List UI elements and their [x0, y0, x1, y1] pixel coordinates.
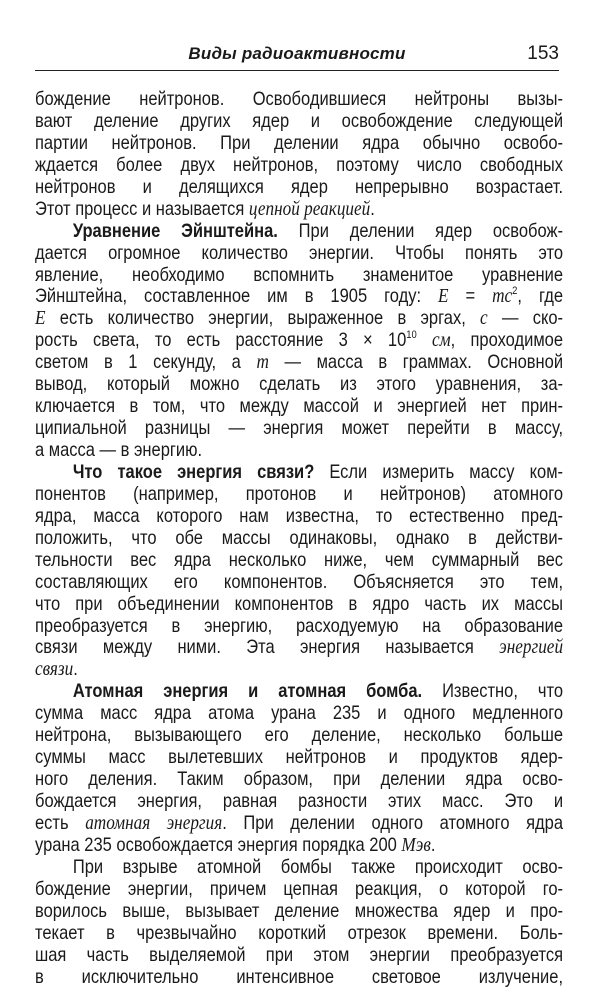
text-segment: ного деления. Таким образом, при делении ядра осво- [35, 769, 563, 790]
text-line [35, 506, 563, 528]
text-segment: Эйнштейна, составленное им в 1905 году: [35, 286, 438, 307]
text-segment: текает в чрезвычайно короткий отрезок времени. Боль- [35, 923, 563, 944]
text-line [35, 462, 563, 484]
text-segment: рость света, то есть расстояние 3 × 10 [35, 330, 406, 351]
text-line [35, 813, 563, 835]
header-rule [35, 70, 559, 71]
text-line [35, 484, 563, 506]
text-segment: суммы масс вылетевших нейтронов и продуктов ядер- [35, 747, 563, 768]
emphasis-text: атомная энергия [85, 812, 222, 834]
text-segment: Этот процесс и называется [35, 199, 249, 220]
text-segment: бождается энергия, равная разности этих масс. Это и [35, 791, 563, 812]
text-segment: нейтрона, вызывающего его деление, несколько больше [35, 725, 563, 746]
text-line [35, 637, 563, 659]
text-line [35, 111, 563, 133]
text-line [35, 528, 563, 550]
text-segment: . [431, 835, 436, 856]
text-segment: в исключительно интенсивное световое излучение, [35, 967, 563, 988]
text-segment: вают деление других ядер и освобождение следующей [35, 111, 563, 132]
text-line [35, 967, 563, 988]
section-heading: Что такое энергия связи? [73, 462, 314, 483]
running-title: Виды радиоактивности [35, 44, 559, 64]
text-line [35, 133, 563, 155]
text-segment: урана 235 освобождается энергия порядка 200 [35, 835, 401, 856]
text-line [35, 725, 563, 747]
text-segment: , проходимое [451, 330, 563, 351]
text-segment: ворилось выше, вызывает деление множества ядер и про- [35, 901, 563, 922]
emphasis-text: связи [35, 658, 73, 680]
text-segment: светом в 1 секунду, а [35, 352, 256, 373]
text-segment: . [370, 199, 375, 220]
running-head [35, 40, 559, 68]
text-line [35, 286, 563, 308]
section-heading: Атомная энергия и атомная бомба. [73, 681, 422, 702]
text-segment: что при объединении компонентов в ядро часть их массы [35, 594, 563, 615]
text-segment: . При делении одного атомного ядра [222, 813, 563, 834]
text-segment: ципиальной разницы — энергия может перейти в массу, [35, 418, 563, 439]
text-segment: ядра, масса которого нам известна, то естественно пред- [35, 506, 563, 527]
text-segment: связи между ними. Эта энергия называется [35, 637, 499, 658]
text-line [35, 374, 563, 396]
text-line [35, 659, 563, 681]
text-segment: — ско- [488, 308, 563, 329]
text-line [35, 308, 563, 330]
text-segment: положить, что обе массы одинаковы, однако в действи- [35, 528, 563, 549]
text-segment: понентов (например, протонов и нейтронов) атомного [35, 484, 563, 505]
emphasis-text: m [256, 351, 268, 373]
text-segment: есть количество энергии, выраженное в эргах, [46, 308, 481, 329]
text-segment: а масса — в энергию. [35, 440, 202, 461]
text-line [35, 923, 563, 945]
text-line [35, 703, 563, 725]
text-segment: При взрыве атомной бомбы также происходит осво- [73, 857, 563, 878]
emphasis-text: энергией [499, 636, 563, 658]
text-segment: дается огромное количество энергии. Чтобы понять это [35, 243, 563, 264]
text-line [35, 769, 563, 791]
text-line [35, 243, 563, 265]
emphasis-text: Мэв [401, 834, 430, 856]
body-text [35, 89, 489, 988]
text-line [35, 681, 563, 703]
text-line [35, 330, 563, 352]
text-segment: = [449, 286, 493, 307]
superscript: 2 [512, 285, 517, 297]
text-segment [417, 330, 432, 351]
section-heading: Уравнение Эйнштейна. [73, 221, 278, 242]
emphasis-text: цепной реакцией [249, 198, 370, 220]
superscript: 10 [406, 329, 417, 341]
emphasis-text: E [438, 285, 449, 307]
text-line [35, 177, 563, 199]
text-segment: бождение нейтронов. Освободившиеся нейтроны вызы- [35, 89, 563, 110]
text-segment: — масса в граммах. Основной [269, 352, 563, 373]
text-line [35, 396, 563, 418]
text-segment: шая часть выделяемой при этом энергии преобразуется [35, 945, 563, 966]
text-line [35, 594, 563, 616]
text-segment: ждается более двух нейтронов, поэтому число свободных [35, 155, 563, 176]
text-segment: тельности вес ядра несколько ниже, чем суммарный вес [35, 550, 563, 571]
text-line [35, 352, 563, 374]
text-segment: вывод, который можно сделать из этого уравнения, за- [35, 374, 563, 395]
text-line [35, 901, 563, 923]
text-line [35, 945, 563, 967]
text-segment: сумма масс ядра атома урана 235 и одного медленного [35, 703, 563, 724]
text-segment: При делении ядер освобож- [278, 221, 563, 242]
text-segment: Известно, что [422, 681, 563, 702]
text-segment: нейтронов и делящихся ядер непрерывно возрастает. [35, 177, 563, 198]
emphasis-text: E [35, 307, 46, 329]
text-line [35, 221, 563, 243]
text-line [35, 616, 563, 638]
text-segment: ключается в том, что между массой и энергией нет прин- [35, 396, 563, 417]
text-segment: преобразуется в энергию, расходуемую на образование [35, 616, 563, 637]
text-segment: есть [35, 813, 85, 834]
text-line [35, 572, 563, 594]
text-segment: явление, необходимо вспомнить знаменитое уравнение [35, 265, 563, 286]
text-segment: . [73, 659, 78, 680]
emphasis-text: см [432, 329, 451, 351]
emphasis-text: mc [492, 285, 512, 307]
text-line [35, 550, 563, 572]
text-line [35, 791, 563, 813]
text-line [35, 418, 563, 440]
text-segment: партии нейтронов. При делении ядра обычно освобо- [35, 133, 563, 154]
text-segment: составляющих его компонентов. Объясняется это тем, [35, 572, 563, 593]
text-line [35, 440, 563, 462]
text-line [35, 89, 563, 111]
text-line [35, 265, 563, 287]
text-line [35, 835, 563, 857]
text-segment: бождение энергии, причем цепная реакция, о которой го- [35, 879, 563, 900]
text-segment: Если измерить массу ком- [314, 462, 563, 483]
text-segment: , где [517, 286, 563, 307]
text-line [35, 747, 563, 769]
emphasis-text: c [480, 307, 488, 329]
text-line [35, 199, 563, 221]
text-line [35, 857, 563, 879]
text-line [35, 155, 563, 177]
text-line [35, 879, 563, 901]
page-number: 153 [527, 43, 559, 65]
